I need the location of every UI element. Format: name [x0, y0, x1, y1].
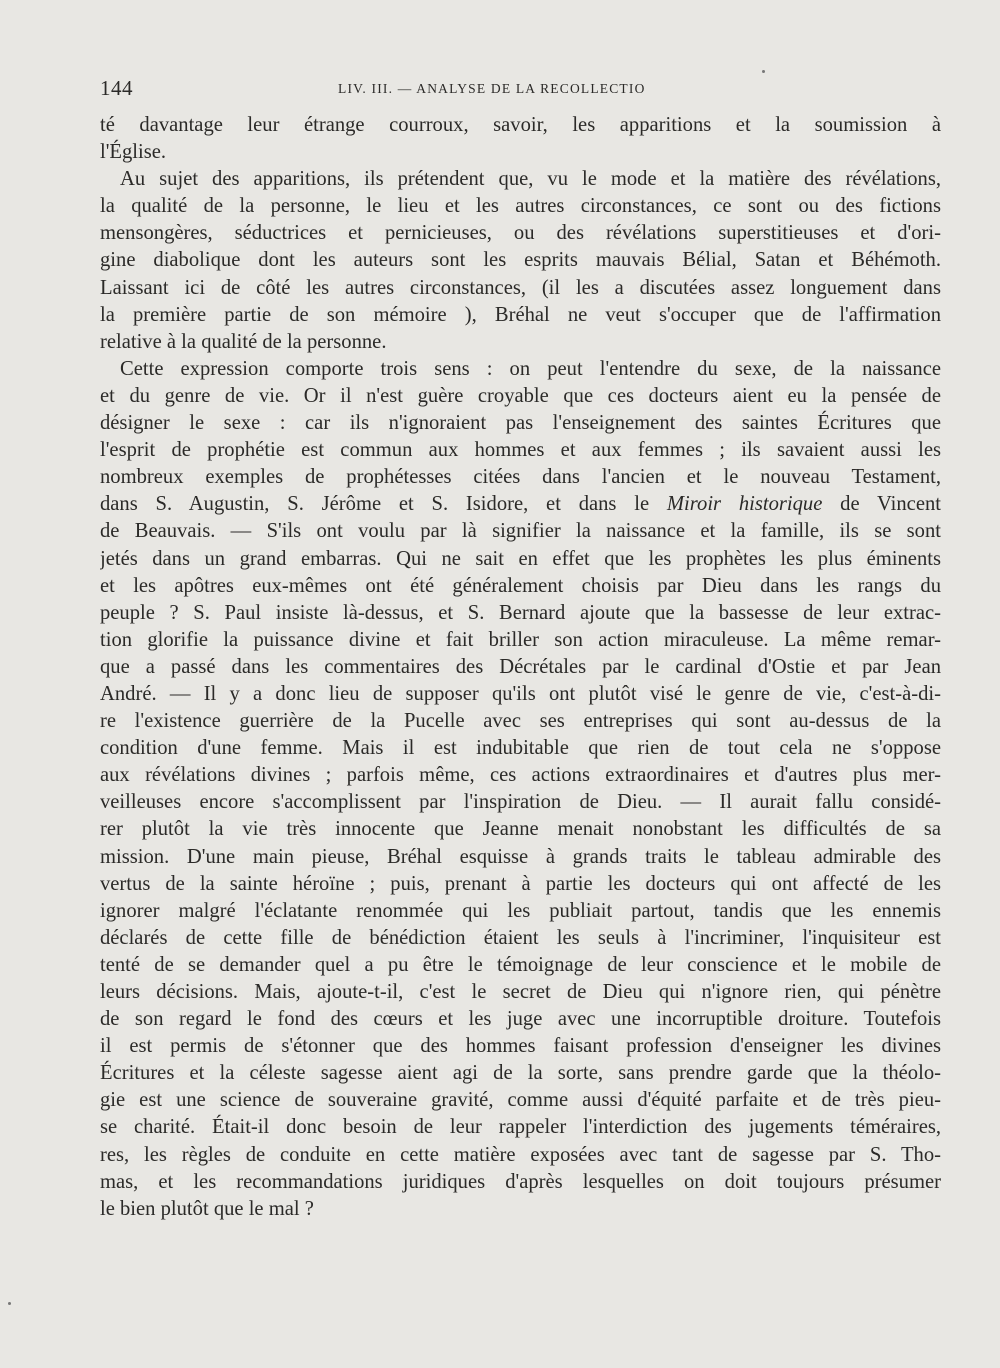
text-line: peuple ? S. Paul insiste là-dessus, et S. Bernard ajoute que la bassesse de leur extrac- — [100, 601, 941, 624]
text-line: aux révélations divines ; parfois même, ces actions extraordinaires et d'autres plus mer- — [100, 764, 941, 787]
text-line: la qualité de la personne, le lieu et les autres circonstances, ce sont ou des fictions — [100, 195, 941, 218]
text-line: nombreux exemples de prophétesses citées dans l'ancien et le nouveau Testament, — [100, 466, 941, 489]
text-line: leurs décisions. Mais, ajoute-t-il, c'est le secret de Dieu qui n'ignore rien, qui pénètre — [100, 981, 941, 1003]
text-line: la première partie de son mémoire ), Bréhal ne veut s'occuper que de l'affirmation — [100, 303, 941, 326]
text-line: té davantage leur étrange courroux, savoir, les apparitions et la soumission à — [100, 114, 941, 136]
text-line: Écritures et la céleste sagesse aient agi de la sorte, sans prendre garde que la théolo- — [100, 1062, 941, 1085]
paper-speck — [762, 70, 765, 73]
line-text-tail: de Vincent — [840, 493, 941, 516]
text-line: ignorer malgré l'éclatante renommée qui les publiait partout, tandis que les ennemis — [100, 899, 941, 922]
text-line: jetés dans un grand embarras. Qui ne sait en effet que les prophètes les plus éminents — [100, 547, 941, 570]
text-line: l'esprit de prophétie est commun aux hommes et aux femmes ; ils savaient aussi les — [100, 439, 941, 462]
running-head: LIV. III. — ANALYSE DE LA RECOLLECTIO — [338, 81, 646, 96]
text-line: déclarés de cette fille de bénédiction étaient les seuls à l'incriminer, l'inquisiteur est — [100, 926, 941, 949]
text-line-with-title — [100, 491, 941, 518]
text-line: André. — Il y a donc lieu de supposer qu'ils ont plutôt visé le genre de vie, c'est-à-di- — [100, 682, 941, 705]
text-line: l'Église. — [100, 141, 167, 164]
page-number: 144 — [100, 76, 133, 100]
line-text: dans S. Augustin, S. Jérôme et S. Isidore, et dans le — [100, 493, 650, 516]
book-title: Miroir historique — [666, 493, 823, 516]
text-line: gine diabolique dont les auteurs sont les esprits mauvais Bélial, Satan et Béhémoth. — [100, 249, 941, 272]
text-line: et les apôtres eux-mêmes ont été généralement choisis par Dieu dans les rangs du — [100, 574, 941, 597]
text-line: se charité. Était-il donc besoin de leur rappeler l'interdiction des jugements téméraires, — [100, 1116, 941, 1139]
text-line: et du genre de vie. Or il n'est guère croyable que ces docteurs aient eu la pensée de — [100, 384, 941, 407]
text-line: condition d'une femme. Mais il est indubitable que rien de tout cela ne s'oppose — [100, 737, 941, 760]
text-line: désigner le sexe : car ils n'ignoraient pas l'enseignement des saintes Écritures que — [100, 412, 941, 435]
paragraph-start-line: Au sujet des apparitions, ils prétendent que, vu le mode et la matière des révélations, — [120, 168, 941, 191]
text-line: rer plutôt la vie très innocente que Jeanne menait nonobstant les difficultés de sa — [100, 818, 941, 841]
text-line: relative à la qualité de la personne. — [100, 330, 387, 353]
text-line: mas, et les recommandations juridiques d'après lesquelles on doit toujours présumer — [100, 1170, 941, 1193]
text-line: vertus de la sainte héroïne ; puis, prenant à partie les docteurs qui ont affecté de les — [100, 872, 941, 895]
text-line: tenté de se demander quel a pu être le témoignage de leur conscience et le mobile de — [100, 953, 941, 976]
text-line: gie est une science de souveraine gravité, comme aussi d'équité parfaite et de très pieu- — [100, 1089, 941, 1112]
text-line: le bien plutôt que le mal ? — [100, 1197, 314, 1220]
paragraph-start-line: Cette expression comporte trois sens : on peut l'entendre du sexe, de la naissance — [120, 357, 941, 380]
text-line: que a passé dans les commentaires des Décrétales par le cardinal d'Ostie et par Jean — [100, 655, 941, 678]
page-header — [100, 76, 940, 102]
text-line: mensongères, séductrices et pernicieuses, ou des révélations superstitieuses et d'ori- — [100, 222, 941, 245]
text-line: mission. D'une main pieuse, Bréhal esquisse à grands traits le tableau admirable des — [100, 845, 941, 868]
text-line: de son regard le fond des cœurs et les juge avec une incorruptible droiture. Toutefois — [100, 1008, 941, 1031]
body-text — [100, 112, 941, 1223]
text-line: re l'existence guerrière de la Pucelle avec ses entreprises qui sont au-dessus de la — [100, 710, 941, 733]
paper-speck — [8, 1302, 11, 1305]
text-line: de Beauvais. — S'ils ont voulu par là signifier la naissance et la famille, ils se sont — [100, 520, 941, 543]
text-line: res, les règles de conduite en cette matière exposées avec tant de sagesse par S. Tho- — [100, 1143, 941, 1166]
text-line: Laissant ici de côté les autres circonstances, (il les a discutées assez longuement dans — [100, 276, 941, 299]
text-line: il est permis de s'étonner que des hommes faisant profession d'enseigner les divines — [100, 1035, 941, 1058]
text-line: tion glorifie la puissance divine et fait briller son action miraculeuse. La même remar- — [100, 628, 941, 651]
text-line: veilleuses encore s'accomplissent par l'inspiration de Dieu. — Il aurait fallu considé- — [100, 791, 941, 814]
